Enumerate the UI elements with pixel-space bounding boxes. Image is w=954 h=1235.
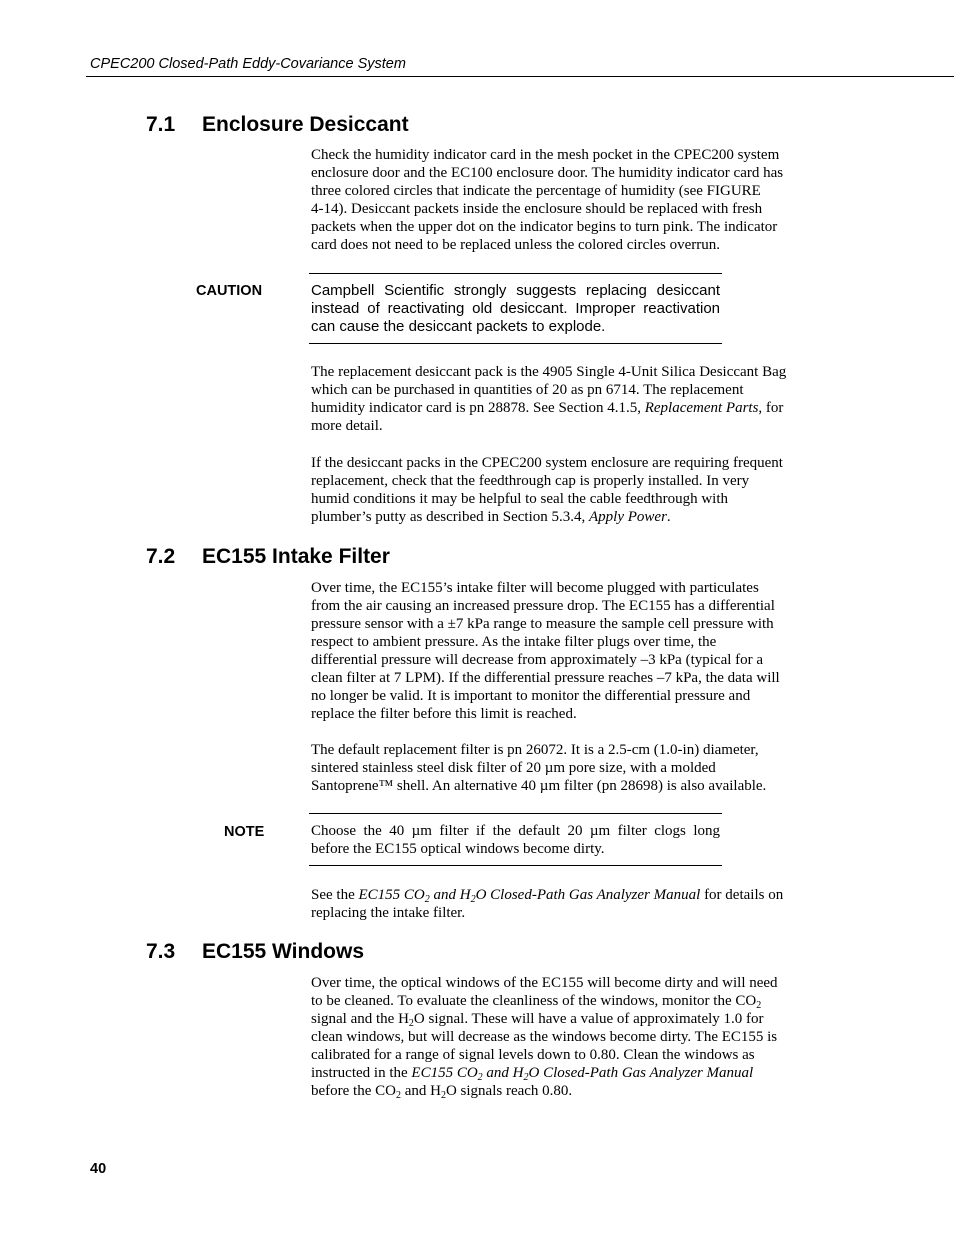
text-line: The replacement desiccant pack is the 4905 Single 4-Unit Silica Desiccant Bag: [311, 364, 787, 380]
text-run: EC155 CO: [358, 887, 425, 903]
paragraph-see-manual: [311, 886, 811, 922]
note-text: [311, 822, 720, 858]
section-title: EC155 Intake Filter: [202, 545, 390, 568]
text-line: Over time, the EC155’s intake filter will become plugged with particulates: [311, 580, 759, 596]
text-run: plumber’s putty as described in Section 5.3.4,: [311, 509, 590, 525]
text-line: clean filter at 7 LPM). If the differential pressure reaches –7 kPa, the data will: [311, 670, 780, 686]
caution-label: CAUTION: [196, 283, 263, 299]
text-line: The default replacement filter is pn 26072. It is a 2.5-cm (1.0-in) diameter,: [311, 742, 759, 758]
text-run: before the CO: [311, 1083, 396, 1099]
text-line: Campbell Scientific strongly suggests replacing desiccant: [311, 282, 720, 299]
text-line: no longer be valid. It is important to monitor the differential pressure and: [311, 688, 751, 704]
text-line: card does not need to be replaced unless the colored circles overrun.: [311, 237, 720, 253]
text-run: and H: [400, 1083, 441, 1099]
text-run: O signals reach 0.80.: [445, 1083, 573, 1099]
text-line: enclosure door and the EC100 enclosure door. The humidity indicator card has: [311, 165, 784, 181]
text-line: calibrated for a range of signal levels down to 0.80. Clean the windows as: [311, 1047, 755, 1063]
subscript: 2: [408, 1018, 414, 1029]
text-line: replacing the intake filter.: [311, 905, 466, 921]
subscript: 2: [523, 1072, 529, 1083]
text-line: which can be purchased in quantities of 20 as pn 6714. The replacement: [311, 382, 744, 398]
paragraph-humidity-card: [311, 146, 811, 254]
section-heading-7-3: [146, 940, 364, 964]
text-line: If the desiccant packs in the CPEC200 system enclosure are requiring frequent: [311, 455, 783, 471]
manual-title: [358, 887, 700, 903]
text-run: EC155 CO: [411, 1065, 478, 1081]
section-heading-7-2: [146, 545, 390, 569]
paragraph-replacement-pack: [311, 363, 811, 435]
text-line: pressure sensor with a ±7 kPa range to measure the sample cell pressure with: [311, 616, 774, 632]
text-line: Over time, the optical windows of the EC155 will become dirty and will need: [311, 975, 778, 991]
section-title: EC155 Windows: [202, 940, 365, 963]
section-number: 7.2: [146, 545, 176, 568]
text-line: humid conditions it may be helpful to seal the cable feedthrough with: [311, 491, 728, 507]
manual-title: [411, 1065, 753, 1081]
text-line: Choose the 40 µm filter if the default 20 µm filter clogs long: [311, 823, 720, 839]
running-header: CPEC200 Closed-Path Eddy-Covariance System: [90, 56, 406, 72]
text-line: [311, 1082, 811, 1100]
section-number: 7.3: [146, 940, 176, 963]
text-line: sintered stainless steel disk filter of 20 µm pore size, with a molded: [311, 760, 716, 776]
text-run: for details on: [700, 887, 784, 903]
caution-bottom-rule: [309, 343, 722, 344]
paragraph-windows: [311, 974, 811, 1100]
subscript: 2: [440, 1090, 446, 1101]
subscript: 2: [477, 1072, 483, 1083]
cross-reference: Apply Power: [589, 509, 667, 525]
paragraph-intake-filter: [311, 579, 811, 723]
note-top-rule: [309, 813, 722, 814]
text-line: from the air causing an increased pressure drop. The EC155 has a differential: [311, 598, 775, 614]
section-heading-7-1: [146, 113, 409, 137]
note-label: NOTE: [224, 824, 265, 840]
text-line: [311, 1064, 811, 1082]
cross-reference: Replacement Parts: [644, 400, 759, 416]
text-line: packets when the upper dot on the indicator begins to turn pink. The indicator: [311, 219, 778, 235]
text-line: replacement, check that the feedthrough cap is properly installed. In very: [311, 473, 750, 489]
text-line: Santoprene™ shell. An alternative 40 µm filter (pn 28698) is also available.: [311, 778, 767, 794]
text-run: O Closed-Path Gas Analyzer Manual: [528, 1065, 754, 1081]
text-run: See the: [311, 887, 359, 903]
text-run: signal and the H: [311, 1011, 409, 1027]
subscript: 2: [470, 894, 476, 905]
header-rule: [86, 76, 954, 77]
subscript: 2: [395, 1090, 401, 1101]
text-line: [311, 1010, 811, 1028]
text-run: O signal. These will have a value of approximately 1.0 for: [413, 1011, 764, 1027]
subscript: 2: [756, 1000, 762, 1011]
paragraph-default-filter: [311, 741, 811, 795]
text-line: [311, 992, 811, 1010]
text-line: three colored circles that indicate the percentage of humidity (see FIGURE: [311, 183, 761, 199]
text-line: more detail.: [311, 418, 383, 434]
text-line: Check the humidity indicator card in the mesh pocket in the CPEC200 system: [311, 147, 780, 163]
text-run: and H: [482, 1065, 524, 1081]
section-number: 7.1: [146, 113, 176, 136]
text-line: replace the filter before this limit is reached.: [311, 706, 577, 722]
text-line: [311, 508, 811, 526]
note-bottom-rule: [309, 865, 722, 866]
paragraph-frequent-replacement: [311, 454, 811, 526]
text-line: differential pressure will decrease from approximately –3 kPa (typical for a: [311, 652, 764, 668]
text-run: instructed in the: [311, 1065, 412, 1081]
subscript: 2: [424, 894, 430, 905]
caution-text: [311, 282, 720, 336]
text-line: clean windows, but will decrease as the windows become dirty. The EC155 is: [311, 1029, 778, 1045]
page-number: 40: [90, 1161, 107, 1177]
text-line: [311, 399, 811, 417]
text-line: 4-14). Desiccant packets inside the enclosure should be replaced with fresh: [311, 201, 763, 217]
section-title: Enclosure Desiccant: [202, 113, 409, 136]
text-line: can cause the desiccant packets to explode.: [311, 318, 606, 335]
text-run: O Closed-Path Gas Analyzer Manual: [475, 887, 701, 903]
text-line: respect to ambient pressure. As the intake filter plugs over time, the: [311, 634, 717, 650]
caution-top-rule: [309, 273, 722, 274]
text-run: to be cleaned. To evaluate the cleanliness of the windows, monitor the CO: [311, 993, 757, 1009]
text-line: instead of reactivating old desiccant. Improper reactivation: [311, 300, 720, 317]
text-line: before the EC155 optical windows become dirty.: [311, 841, 605, 857]
text-run: and H: [429, 887, 471, 903]
text-run: , for: [758, 400, 784, 416]
text-run: .: [666, 509, 671, 525]
text-run: humidity indicator card is pn 28878. See Section 4.1.5,: [311, 400, 645, 416]
text-line: [311, 886, 811, 904]
